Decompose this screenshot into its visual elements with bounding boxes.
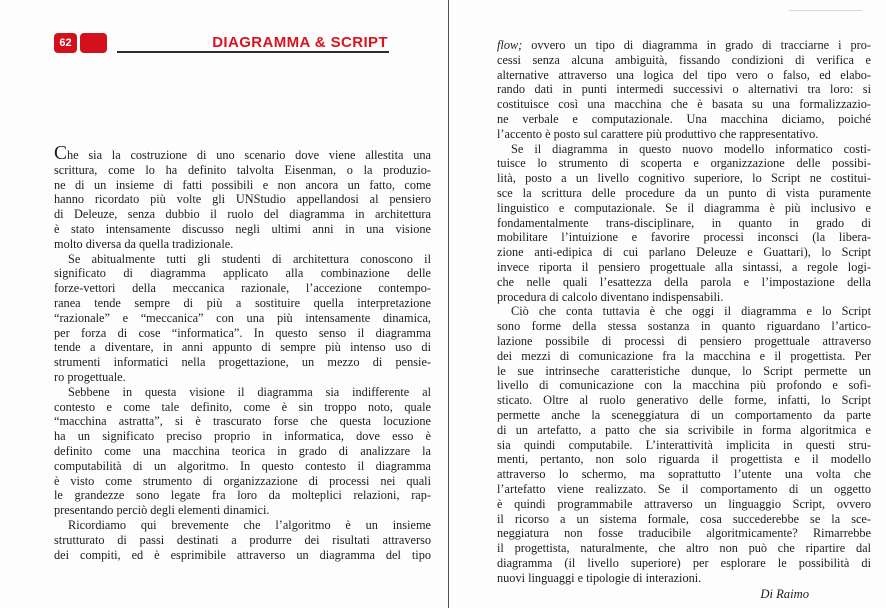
text-line: permette anche la sceneggiatura di un comportamento da parte (497, 407, 871, 422)
text-line: mobilitare l’intuizione e favorire processi inconsci (la libera- (497, 230, 871, 245)
text-line: procedura di calcolo diventano indispensabili. (497, 289, 724, 304)
text-line: linguistico e computazionale. Se il diagramma è più inclusivo e (497, 200, 871, 215)
paragraph (54, 385, 431, 518)
left-text-column (54, 143, 431, 562)
chapter-title: DIAGRAMMA & SCRIPT (212, 34, 388, 51)
text-line: lazione possibile di processi di pensiero progettuale attraverso (497, 333, 871, 348)
text-line: costituisce così una macchina che è basata su una formalizzazio- (497, 97, 871, 112)
page-number-badge: 62 (54, 33, 77, 53)
paragraph (54, 518, 431, 562)
text-line: per forza di cose “informatica”. In questo senso il diagramma (54, 325, 431, 340)
text-line: Sebbene in questa visione il diagramma sia indifferente al (68, 384, 431, 399)
text-line: tende a diventare, in anni appunto di sempre più intenso uso di (54, 340, 431, 355)
paragraph (497, 304, 871, 585)
text-line: dei compiti, ed è esprimibile attraverso un diagramma del tipo (54, 547, 431, 562)
text-line: tuisce lo strumento di scoperta e organizzazione delle possibi- (497, 156, 871, 171)
text-line: le grandezze sono legate fra loro da molteplici relazioni, rap- (54, 488, 431, 503)
text-line: menti, pertanto, non solo riguarda il progettista e il modello (497, 452, 871, 467)
header-rule (117, 51, 389, 53)
italic-lead-word: flow; (497, 38, 523, 52)
text-line: ro progettuale. (54, 369, 126, 384)
text-line: è visto come strumento di organizzazione di processi nei quali (54, 473, 431, 488)
scan-artifact-line (789, 10, 862, 11)
text-line: nuovi linguaggi e tipologie di interazioni. (497, 570, 702, 585)
text-line: è stato intensamente discusso negli ultimi anni in una visione (54, 221, 431, 236)
text-line: hanno ricordato più volte gli UNStudio appellandosi al pensiero (54, 192, 431, 207)
text-line: l’accento è posto sul carattere più produttivo che rappresentativo. (497, 126, 819, 141)
paragraph (497, 142, 871, 305)
text-line: diagramma (il livello superiore) per esplorare le possibilità di (497, 555, 871, 570)
text-line: “macchina astratta”, si è trascurato forse che questa locuzione (54, 414, 431, 429)
text-line: ne verbale e computazionale. Una macchina diciamo, poiché (497, 111, 871, 126)
text-line: l’artefatto viene realizzato. Se il comportamento di un oggetto (497, 481, 871, 496)
text-line: contesto e come tale definito, come è sin troppo noto, quale (54, 399, 431, 414)
text-line: zione anti-edipica di cui parlano Deleuze e Guattari), lo Script (497, 245, 871, 260)
text-line: attraverso lo schermo, ma soprattutto l’utente una volta che (497, 467, 871, 482)
text-line: ranea tende sempre di più a sostituire quella interpretazione (54, 295, 431, 310)
text-line: significato di diagramma applicato alla combinazione delle (54, 266, 431, 281)
text-line: presentando perciò degli elementi dinamici. (54, 503, 270, 518)
text-line: Ciò che conta tuttavia è che oggi il diagramma e lo Script (511, 304, 871, 319)
text-line: è quindi programmabile attraverso un linguaggio Script, ovvero (497, 496, 871, 511)
text-line: sce la scrittura delle procedure da un punto di vista puramente (497, 185, 871, 200)
text-line: il ricorso a un sistema formale, cosa succederebbe se la sce- (497, 511, 871, 526)
text-line: ha un significato preciso proprio in informatica, dove esso è (54, 429, 431, 444)
paragraph (54, 143, 431, 252)
text-line: Ricordiamo qui brevemente che l’algoritmo è un insieme (68, 517, 431, 532)
text-line: alternative attraverso una logica del tipo vero o falso, ed elabo- (497, 67, 871, 82)
text-line: flow; ovvero un tipo di diagramma in grado di tracciarne i pro- (497, 38, 871, 52)
text-line: Che sia la costruzione di uno scenario dove viene allestita una (54, 143, 431, 164)
text-line: sticato. Oltre al ruolo generativo delle forme, infatti, lo Script (497, 393, 871, 408)
text-line: invece riporta il pensiero progettuale alla sintassi, a regole logi- (497, 259, 871, 274)
text-line: lità, posto a un livello cognitivo superiore, lo Script ne costitui- (497, 171, 871, 186)
text-line: scrittura, come lo ha definito talvolta Eisenman, o la produzio- (54, 162, 431, 177)
paragraph (54, 252, 431, 385)
text-line: definito come una macchina teorica in grado di analizzare la (54, 443, 431, 458)
text-line: dei mezzi di comunicazione fra la macchina e il progettista. Per (497, 348, 871, 363)
text-line: strutturato di passi destinati a produrre dei risultati attraverso (54, 532, 431, 547)
text-line: il progettista, naturalmente, che altro non può che ripartire dal (497, 541, 871, 556)
text-line: Se abitualmente tutti gli studenti di architettura conoscono il (68, 251, 431, 266)
text-line: molto diversa da quella tradizionale. (54, 236, 234, 251)
text-line: fondamentalmente trans-disciplinare, in quanto in grado di (497, 215, 871, 230)
text-line: livello di comunicazione con la macchina più profondo e sofi- (497, 378, 871, 393)
text-line: sono forme della stessa sostanza in quanto riguardano l’artico- (497, 319, 871, 334)
text-line: computabilità di un algoritmo. In questo contesto il diagramma (54, 458, 431, 473)
text-line: “razionale” e “meccanica” con una più intensamente dinamica, (54, 310, 431, 325)
text-line: rando dati in punti intermedi successivi o alternativi tra loro: si (497, 82, 871, 97)
text-line: Se il diagramma in questo nuovo modello informatico costi- (511, 141, 871, 156)
author-signature: Di Raimo (760, 587, 809, 602)
text-line: di Deleuze, senza dubbio il ruolo del diagramma in architettura (54, 207, 431, 222)
page-gutter-line (448, 0, 449, 608)
text-line: cessi senza alcuna ambiguità, fissando condizioni di verifica e (497, 52, 871, 67)
text-line: le sue intrinseche caratteristiche dunque, lo Script permette un (497, 363, 871, 378)
paragraph (497, 38, 871, 142)
text-line: ne di un insieme di fatti possibili e non ancora un fatto, come (54, 177, 431, 192)
drop-cap: C (54, 143, 68, 164)
text-line: forze-vettori della meccanica razionale, l’accezione contempo- (54, 281, 431, 296)
text-line: strumenti informatici nella progettazione, un mezzo di pensie- (54, 355, 431, 370)
left-page (54, 0, 432, 608)
text-line: neggiatura non fosse traducibile algoritmicamente? Rimarrebbe (497, 526, 871, 541)
text-line: sia quindi computabile. L’interattività implicita in questi stru- (497, 437, 871, 452)
right-text-column (497, 38, 871, 602)
text-line: che nelle quali l’esattezza della parola e l’impostazione della (497, 274, 871, 289)
decorative-red-tab (80, 33, 107, 53)
text-line: di un artefatto, a patto che sia scrivibile in forma algoritmica e (497, 422, 871, 437)
